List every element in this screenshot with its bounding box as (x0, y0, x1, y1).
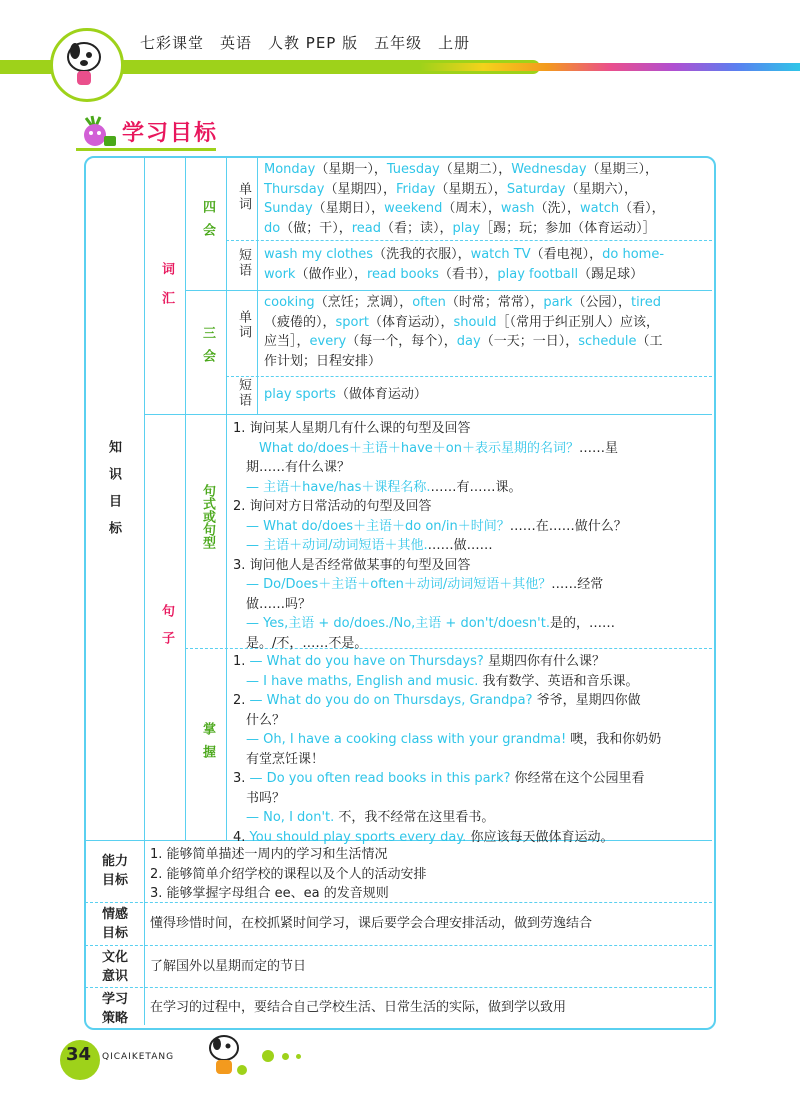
chinese-gloss: 应当］， (264, 334, 310, 349)
divider (144, 157, 145, 1025)
three-phrases-line (264, 385, 712, 405)
chinese-gloss: （做作业）， (295, 266, 367, 282)
english-term: read books (366, 266, 439, 282)
english-term: cooking (264, 295, 315, 310)
chinese-gloss: 星期四你有什么课？ (483, 654, 605, 669)
word-label-1: 单词 (236, 182, 251, 212)
english-term: play football (497, 266, 579, 282)
master-line (233, 730, 711, 750)
chinese-gloss: 有堂烹饪课！ (233, 751, 325, 767)
patterns-line (233, 614, 711, 634)
english-term: read (351, 220, 382, 236)
chinese-gloss: 1. (233, 654, 250, 669)
footer-brand: QICAIKETANG (102, 1052, 175, 1062)
strategy-text: 在学习的过程中，要结合自己学校生活、日常生活的实际，做到学以致用 (150, 1000, 567, 1015)
chinese-gloss (233, 441, 259, 456)
four-words-line (264, 199, 712, 219)
chinese-gloss: （烹饪；烹调）， (314, 295, 413, 310)
divider (85, 987, 712, 988)
english-term: — Do/Does＋主语＋often＋动词/动词短语＋其他？ (233, 577, 552, 592)
patterns-list (233, 419, 711, 653)
emotion-text: 懂得珍惜时间，在校抓紧时间学习，课后要学会合理安排活动，做到劳逸结合 (150, 916, 593, 931)
footer-mascot-icon (196, 1030, 252, 1080)
page-title: 学习目标 (122, 121, 219, 146)
chinese-gloss: （洗我的衣服）， (373, 247, 471, 262)
vocab-label: 词汇 (159, 262, 174, 320)
four-words-list (264, 160, 712, 238)
pattern-label: 句式或句型 (200, 484, 215, 549)
chinese-gloss: ……星 (578, 440, 618, 456)
english-term: watch TV (470, 247, 531, 262)
ability-list (150, 845, 710, 904)
phrase-label-1: 短语 (236, 248, 251, 278)
chinese-gloss: 不，我不经常在这里看书。 (334, 810, 495, 825)
chinese-gloss: （每一个，每个）， (346, 334, 457, 349)
patterns-line (233, 517, 711, 537)
english-term: play sports (264, 387, 336, 402)
patterns-line (233, 419, 711, 439)
chinese-gloss: 书吗？ (233, 790, 286, 806)
divider (144, 414, 712, 415)
english-term: — Do you often read books in this park? (249, 771, 511, 786)
chinese-gloss: （一天；一日）， (480, 334, 579, 349)
four-phrases-line (264, 265, 712, 285)
chinese-gloss: （公园）， (572, 295, 631, 310)
divider (226, 240, 712, 241)
culture-text: 了解国外以星期而定的节日 (150, 959, 307, 974)
english-term: Monday (264, 162, 316, 177)
english-term: Sunday (264, 201, 313, 216)
knowledge-label: 知识目标 (106, 440, 121, 548)
chinese-gloss: 3. (233, 771, 250, 786)
english-term: wash my clothes (264, 247, 374, 262)
sentence-label: 句子 (159, 604, 174, 658)
ability-item: 1. 能够简单描述一周内的学习和生活情况 (150, 847, 388, 862)
english-term: weekend (384, 201, 443, 216)
radish-icon (78, 114, 118, 148)
master-line (233, 769, 711, 789)
chinese-gloss: ……做…… (427, 538, 493, 553)
chinese-gloss: （看电视）， (530, 247, 603, 262)
chinese-gloss: ［踢；玩；参加（体育运动）］ (480, 220, 656, 236)
english-term: — No, I don't. (233, 810, 335, 825)
master-line (233, 652, 711, 672)
three-words-line (264, 293, 712, 313)
english-term: Thursday (264, 181, 325, 197)
chinese-gloss: （踢足球） (578, 266, 644, 282)
chinese-gloss: ［（常用于纠正别人）应该， (496, 314, 660, 330)
chinese-gloss: 是的，…… (549, 616, 615, 631)
chinese-gloss: （星期一）， (315, 162, 387, 177)
divider (226, 157, 227, 840)
patterns-line (233, 536, 711, 556)
chinese-gloss: 作计划；日程安排） (264, 353, 382, 369)
master-list (233, 652, 711, 847)
title-underline (76, 148, 216, 151)
english-term: Friday (395, 181, 436, 197)
divider (185, 157, 186, 840)
english-term: park (543, 295, 573, 310)
english-term: Saturday (506, 181, 566, 197)
chinese-gloss: （星期六）， (565, 181, 637, 197)
divider (226, 376, 712, 377)
divider (185, 290, 712, 291)
chinese-gloss: ……在……做什么？ (509, 518, 627, 534)
english-term: play (452, 220, 481, 236)
chinese-gloss: 3. 询问他人是否经常做某事的句型及回答 (233, 557, 471, 573)
chinese-gloss: （体育运动）， (368, 314, 454, 330)
english-term: do home- (602, 247, 665, 262)
patterns-line (233, 478, 711, 498)
master-line (233, 789, 711, 809)
chinese-gloss: 我有数学、英语和音乐课。 (478, 673, 639, 689)
chinese-gloss: 什么？ (233, 712, 286, 728)
three-words-line (264, 352, 712, 372)
header-text: 七彩课堂 英语 人教 PEP 版 五年级 上册 (140, 34, 471, 52)
patterns-line (233, 634, 711, 654)
chinese-gloss: （做；干）， (280, 220, 352, 236)
chinese-gloss: （看）， (619, 201, 665, 216)
three-words-list (264, 293, 712, 371)
patterns-line (233, 556, 711, 576)
master-label: 掌握 (200, 722, 215, 768)
chinese-gloss: ……有……课。 (430, 479, 522, 495)
english-term: sport (335, 314, 369, 330)
culture-label: 文化 意识 (101, 950, 128, 984)
english-term: — What do you do on Thursdays, Grandpa? (249, 693, 533, 708)
chinese-gloss: 1. 询问某人星期几有什么课的句型及回答 (233, 421, 471, 436)
four-words-line (264, 160, 712, 180)
chinese-gloss: 做……吗？ (233, 596, 312, 612)
english-term: should (453, 314, 497, 330)
four-words-line (264, 219, 712, 239)
english-term: do (264, 220, 281, 236)
chinese-gloss: （做体育运动） (335, 387, 427, 402)
patterns-line (233, 497, 711, 517)
english-term: wash (500, 201, 535, 216)
chinese-gloss: 噢，我和你奶奶 (566, 732, 662, 747)
english-term: watch (580, 201, 620, 216)
page-number: 34 (66, 1044, 92, 1065)
four-words-line (264, 180, 712, 200)
english-term: — 主语＋动词/动词短语＋其他. (233, 538, 428, 553)
english-term: — Oh, I have a cooking class with your grandma! (233, 732, 567, 747)
mascot-icon (50, 28, 124, 102)
patterns-line (233, 458, 711, 478)
chinese-gloss: 你应该每天做体育运动。 (466, 829, 614, 845)
chinese-gloss: 期……有什么课？ (233, 460, 351, 475)
strategy-label: 学习 策略 (101, 992, 128, 1026)
chinese-gloss: （工 (636, 334, 663, 349)
english-term: often (412, 295, 446, 310)
footer-dot (296, 1054, 301, 1059)
chinese-gloss: 你经常在这个公园里看 (510, 771, 645, 786)
four-phrases-list (264, 245, 712, 284)
chinese-gloss: 是。/不，……不是。 (233, 635, 368, 651)
three-words-line (264, 313, 712, 333)
english-term: — Yes,主语 + do/does./No,主语 + don't/doesn't. (233, 616, 550, 631)
english-term: — I have maths, English and music. (233, 673, 479, 689)
word-label-2: 单词 (236, 310, 251, 340)
english-term: Wednesday (511, 162, 587, 177)
english-term: tired (630, 295, 661, 310)
english-term: — 主语＋have/has＋课程名称. (233, 479, 431, 495)
footer-dot (282, 1053, 289, 1060)
master-line (233, 711, 711, 731)
header-rainbow-band (420, 63, 800, 71)
footer-dot (262, 1050, 274, 1062)
master-line (233, 750, 711, 770)
chinese-gloss: （看书）， (438, 266, 498, 282)
chinese-gloss: 4. (233, 829, 250, 845)
chinese-gloss: （星期二）， (439, 162, 512, 177)
chinese-gloss: （洗）， (534, 201, 581, 216)
phrase-label-2: 短语 (236, 378, 251, 408)
english-term: every (309, 334, 347, 349)
patterns-line (233, 439, 711, 459)
chinese-gloss: （时常；常常）， (445, 295, 544, 310)
three-words-line (264, 332, 712, 352)
divider (85, 945, 712, 946)
master-line (233, 808, 711, 828)
english-term: Tuesday (386, 162, 440, 177)
ability-item: 3. 能够掌握字母组合 ee、ea 的发音规则 (150, 886, 389, 901)
english-term: You should play sports every day. (249, 829, 467, 845)
three-label: 三会 (200, 326, 215, 372)
english-term: — What do/does＋主语＋do on/in＋时间？ (233, 518, 510, 534)
chinese-gloss: （星期四）， (324, 181, 396, 197)
chinese-gloss: （周末）， (442, 201, 501, 216)
chinese-gloss: （疲倦的）， (264, 314, 336, 330)
four-phrases-line (264, 245, 712, 265)
ability-item: 2. 能够简单介绍学校的课程以及个人的活动安排 (150, 866, 427, 882)
master-line (233, 672, 711, 692)
chinese-gloss: （星期日）， (312, 201, 385, 216)
english-term: day (456, 334, 481, 349)
chinese-gloss: （看；读）， (381, 220, 453, 236)
chinese-gloss: （星期三）， (586, 162, 659, 177)
english-term: What do/does＋主语＋have＋on＋表示星期的名词？ (259, 440, 579, 456)
master-line (233, 691, 711, 711)
emotion-label: 情感 目标 (101, 907, 128, 941)
four-label: 四会 (200, 200, 215, 246)
english-term: schedule (578, 334, 637, 349)
english-term: — What do you have on Thursdays? (249, 654, 484, 669)
patterns-line (233, 575, 711, 595)
chinese-gloss: 2. 询问对方日常活动的句型及回答 (233, 499, 432, 514)
three-phrases-list (264, 385, 712, 405)
chinese-gloss: ……经常 (551, 577, 604, 592)
ability-label: 能力 目标 (101, 854, 128, 888)
chinese-gloss: （星期五）， (435, 181, 507, 197)
chinese-gloss: 2. (233, 693, 250, 708)
patterns-line (233, 595, 711, 615)
chinese-gloss: 爷爷，星期四你做 (532, 693, 641, 708)
english-term: work (264, 266, 296, 282)
